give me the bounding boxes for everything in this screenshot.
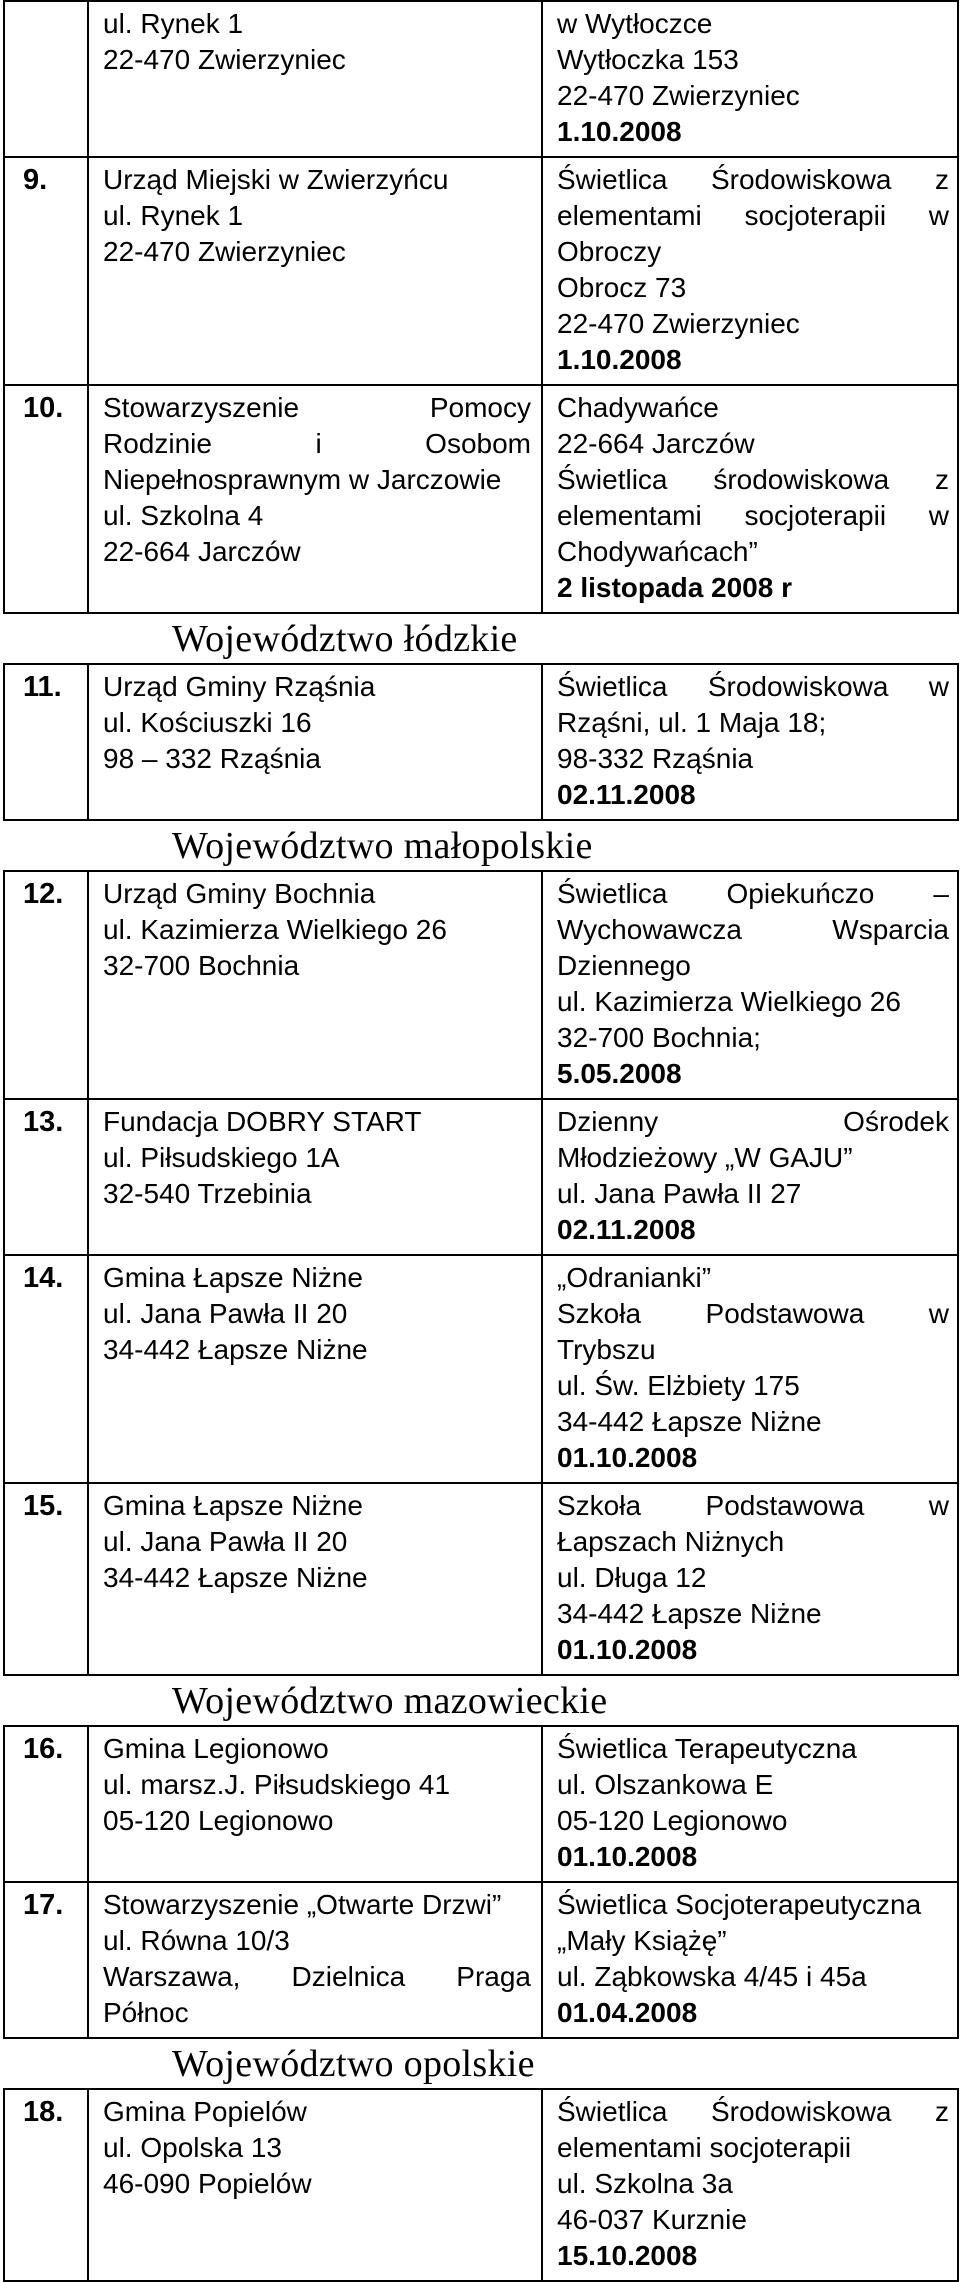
organizer-cell — [88, 1099, 542, 1255]
location-line: 34-442 Łapsze Niżne — [557, 1406, 822, 1437]
location-line: ul. Olszankowa E — [557, 1769, 774, 1800]
entry-number: 14. — [4, 1255, 88, 1483]
entry-number: 17. — [4, 1882, 88, 2038]
location-line: 05-120 Legionowo — [557, 1805, 788, 1836]
organizer-line: 05-120 Legionowo — [103, 1805, 334, 1836]
organizer-line: ul. Kościuszki 16 — [103, 707, 312, 738]
date-line: 01.10.2008 — [557, 1442, 698, 1473]
organizer-line: ul. Równa 10/3 — [103, 1925, 290, 1956]
organizer-line: Północ — [103, 1997, 189, 2028]
date-line: 2 listopada 2008 r — [557, 572, 793, 603]
organizer-line: 98 – 332 Rząśnia — [103, 743, 321, 774]
date-line: 1.10.2008 — [557, 116, 682, 147]
organizer-line: ul. Opolska 13 — [103, 2132, 282, 2163]
location-cell — [542, 1726, 958, 1882]
location-line: elementami socjoterapii w — [557, 200, 949, 231]
organizer-cell — [88, 2089, 542, 2281]
location-line: 22-470 Zwierzyniec — [557, 308, 800, 339]
region-heading: Województwo mazowieckie — [4, 1675, 958, 1726]
entry-number: 18. — [4, 2089, 88, 2281]
location-line: Szkoła Podstawowa w — [557, 1298, 949, 1329]
organizer-line: ul. Piłsudskiego 1A — [103, 1142, 340, 1173]
organizer-cell — [88, 664, 542, 820]
location-line: ul. Św. Elżbiety 175 — [557, 1370, 800, 1401]
location-cell — [542, 1099, 958, 1255]
table-row — [4, 1255, 958, 1483]
organizer-cell — [88, 385, 542, 613]
location-line: Obrocz 73 — [557, 272, 687, 303]
entry-number — [4, 1, 88, 157]
location-line: Świetlica Środowiskowa z — [557, 2096, 949, 2127]
organizer-cell — [88, 1726, 542, 1882]
location-cell — [542, 1, 958, 157]
location-line: Łapszach Niżnych — [557, 1526, 785, 1557]
organizer-line: Niepełnosprawnym w Jarczowie — [103, 464, 502, 495]
location-line: Szkoła Podstawowa w — [557, 1490, 949, 1521]
location-line: 46-037 Kurznie — [557, 2204, 747, 2235]
entry-number: 13. — [4, 1099, 88, 1255]
organizer-line: Urząd Miejski w Zwierzyńcu — [103, 164, 449, 195]
date-line: 01.10.2008 — [557, 1634, 698, 1665]
region-heading: Województwo łódzkie — [4, 613, 958, 664]
organizer-line: 34-442 Łapsze Niżne — [103, 1562, 368, 1593]
organizer-line: Gmina Popielów — [103, 2096, 307, 2127]
location-line: Dziennego — [557, 950, 691, 981]
location-line: ul. Jana Pawła II 27 — [557, 1178, 802, 1209]
date-line: 02.11.2008 — [557, 779, 696, 810]
region-row — [4, 613, 958, 664]
location-cell — [542, 2089, 958, 2281]
location-cell — [542, 871, 958, 1099]
location-line: ul. Długa 12 — [557, 1562, 707, 1593]
location-cell — [542, 385, 958, 613]
organizer-line: Urząd Gminy Bochnia — [103, 878, 376, 909]
entry-number: 10. — [4, 385, 88, 613]
location-line: Świetlica Terapeutyczna — [557, 1733, 857, 1764]
table-row — [4, 2089, 958, 2281]
organizer-line: ul. Rynek 1 — [103, 200, 244, 231]
table-row — [4, 1483, 958, 1675]
location-line: elementami socjoterapii w — [557, 500, 949, 531]
location-line: Wytłoczka 153 — [557, 44, 739, 75]
organizer-cell — [88, 871, 542, 1099]
organizer-line: Gmina Łapsze Niżne — [103, 1262, 363, 1293]
organizer-cell — [88, 1, 542, 157]
location-cell — [542, 157, 958, 385]
organizer-cell — [88, 1483, 542, 1675]
location-line: Świetlica Opiekuńczo – — [557, 878, 949, 909]
date-line: 01.10.2008 — [557, 1841, 698, 1872]
table-body — [4, 1, 958, 2281]
table-row — [4, 157, 958, 385]
location-line: Młodzieżowy „W GAJU” — [557, 1142, 853, 1173]
location-line: Wychowawcza Wsparcia — [557, 914, 949, 945]
organizer-line: Gmina Łapsze Niżne — [103, 1490, 363, 1521]
organizer-line: 46-090 Popielów — [103, 2168, 312, 2199]
location-line: Świetlica środowiskowa z — [557, 464, 949, 495]
location-cell — [542, 664, 958, 820]
location-cell — [542, 1483, 958, 1675]
table-row — [4, 871, 958, 1099]
organizer-line: Warszawa, Dzielnica Praga — [103, 1961, 531, 1992]
organizer-line: ul. Jana Pawła II 20 — [103, 1526, 348, 1557]
entry-number: 16. — [4, 1726, 88, 1882]
organizer-line: ul. Kazimierza Wielkiego 26 — [103, 914, 447, 945]
location-cell — [542, 1882, 958, 2038]
institutions-table — [3, 0, 959, 2282]
document-page — [3, 0, 959, 2282]
date-line: 15.10.2008 — [557, 2240, 698, 2271]
location-line: ul. Ząbkowska 4/45 i 45a — [557, 1961, 867, 1992]
location-line: 98-332 Rząśnia — [557, 743, 754, 774]
location-line: Dzienny Ośrodek — [557, 1106, 949, 1137]
organizer-line: 32-540 Trzebinia — [103, 1178, 312, 1209]
table-row — [4, 1099, 958, 1255]
region-row — [4, 820, 958, 871]
location-line: Rząśni, ul. 1 Maja 18; — [557, 707, 827, 738]
location-line: 34-442 Łapsze Niżne — [557, 1598, 822, 1629]
location-line: „Mały Książę” — [557, 1925, 727, 1956]
organizer-line: Stowarzyszenie Pomocy — [103, 392, 531, 423]
entry-number: 12. — [4, 871, 88, 1099]
entry-number: 11. — [4, 664, 88, 820]
table-row — [4, 1726, 958, 1882]
organizer-line: Fundacja DOBRY START — [103, 1106, 422, 1137]
date-line: 01.04.2008 — [557, 1997, 698, 2028]
region-heading: Województwo opolskie — [4, 2038, 958, 2089]
location-line: „Odranianki” — [557, 1262, 712, 1293]
organizer-line: Rodzinie i Osobom — [103, 428, 531, 459]
location-cell — [542, 1255, 958, 1483]
location-line: Świetlica Środowiskowa z — [557, 164, 949, 195]
organizer-line: 34-442 Łapsze Niżne — [103, 1334, 368, 1365]
date-line: 1.10.2008 — [557, 344, 682, 375]
organizer-line: ul. marsz.J. Piłsudskiego 41 — [103, 1769, 451, 1800]
organizer-cell — [88, 157, 542, 385]
entry-number: 15. — [4, 1483, 88, 1675]
location-line: ul. Kazimierza Wielkiego 26 — [557, 986, 901, 1017]
organizer-line: Stowarzyszenie „Otwarte Drzwi” — [103, 1889, 502, 1920]
region-row — [4, 2038, 958, 2089]
location-line: Świetlica Środowiskowa w — [557, 671, 949, 702]
organizer-line: ul. Szkolna 4 — [103, 500, 264, 531]
organizer-line: Gmina Legionowo — [103, 1733, 329, 1764]
table-row — [4, 664, 958, 820]
location-line: elementami socjoterapii — [557, 2132, 852, 2163]
organizer-line: 32-700 Bochnia — [103, 950, 300, 981]
organizer-line: ul. Jana Pawła II 20 — [103, 1298, 348, 1329]
entry-number: 9. — [4, 157, 88, 385]
location-line: 22-470 Zwierzyniec — [557, 80, 800, 111]
location-line: 32-700 Bochnia; — [557, 1022, 761, 1053]
organizer-cell — [88, 1255, 542, 1483]
region-heading: Województwo małopolskie — [4, 820, 958, 871]
date-line: 02.11.2008 — [557, 1214, 696, 1245]
table-row — [4, 1, 958, 157]
location-line: Obroczy — [557, 236, 662, 267]
location-line: Trybszu — [557, 1334, 656, 1365]
location-line: Chodywańcach” — [557, 536, 758, 567]
organizer-line: 22-664 Jarczów — [103, 536, 301, 567]
organizer-cell — [88, 1882, 542, 2038]
organizer-line: 22-470 Zwierzyniec — [103, 236, 346, 267]
location-line: ul. Szkolna 3a — [557, 2168, 733, 2199]
location-line: w Wytłoczce — [557, 8, 713, 39]
location-line: Świetlica Socjoterapeutyczna — [557, 1889, 922, 1920]
date-line: 5.05.2008 — [557, 1058, 682, 1089]
table-row — [4, 385, 958, 613]
table-row — [4, 1882, 958, 2038]
location-line: 22-664 Jarczów — [557, 428, 755, 459]
organizer-line: ul. Rynek 1 — [103, 8, 244, 39]
location-line: Chadywańce — [557, 392, 719, 423]
region-row — [4, 1675, 958, 1726]
organizer-line: 22-470 Zwierzyniec — [103, 44, 346, 75]
organizer-line: Urząd Gminy Rząśnia — [103, 671, 376, 702]
